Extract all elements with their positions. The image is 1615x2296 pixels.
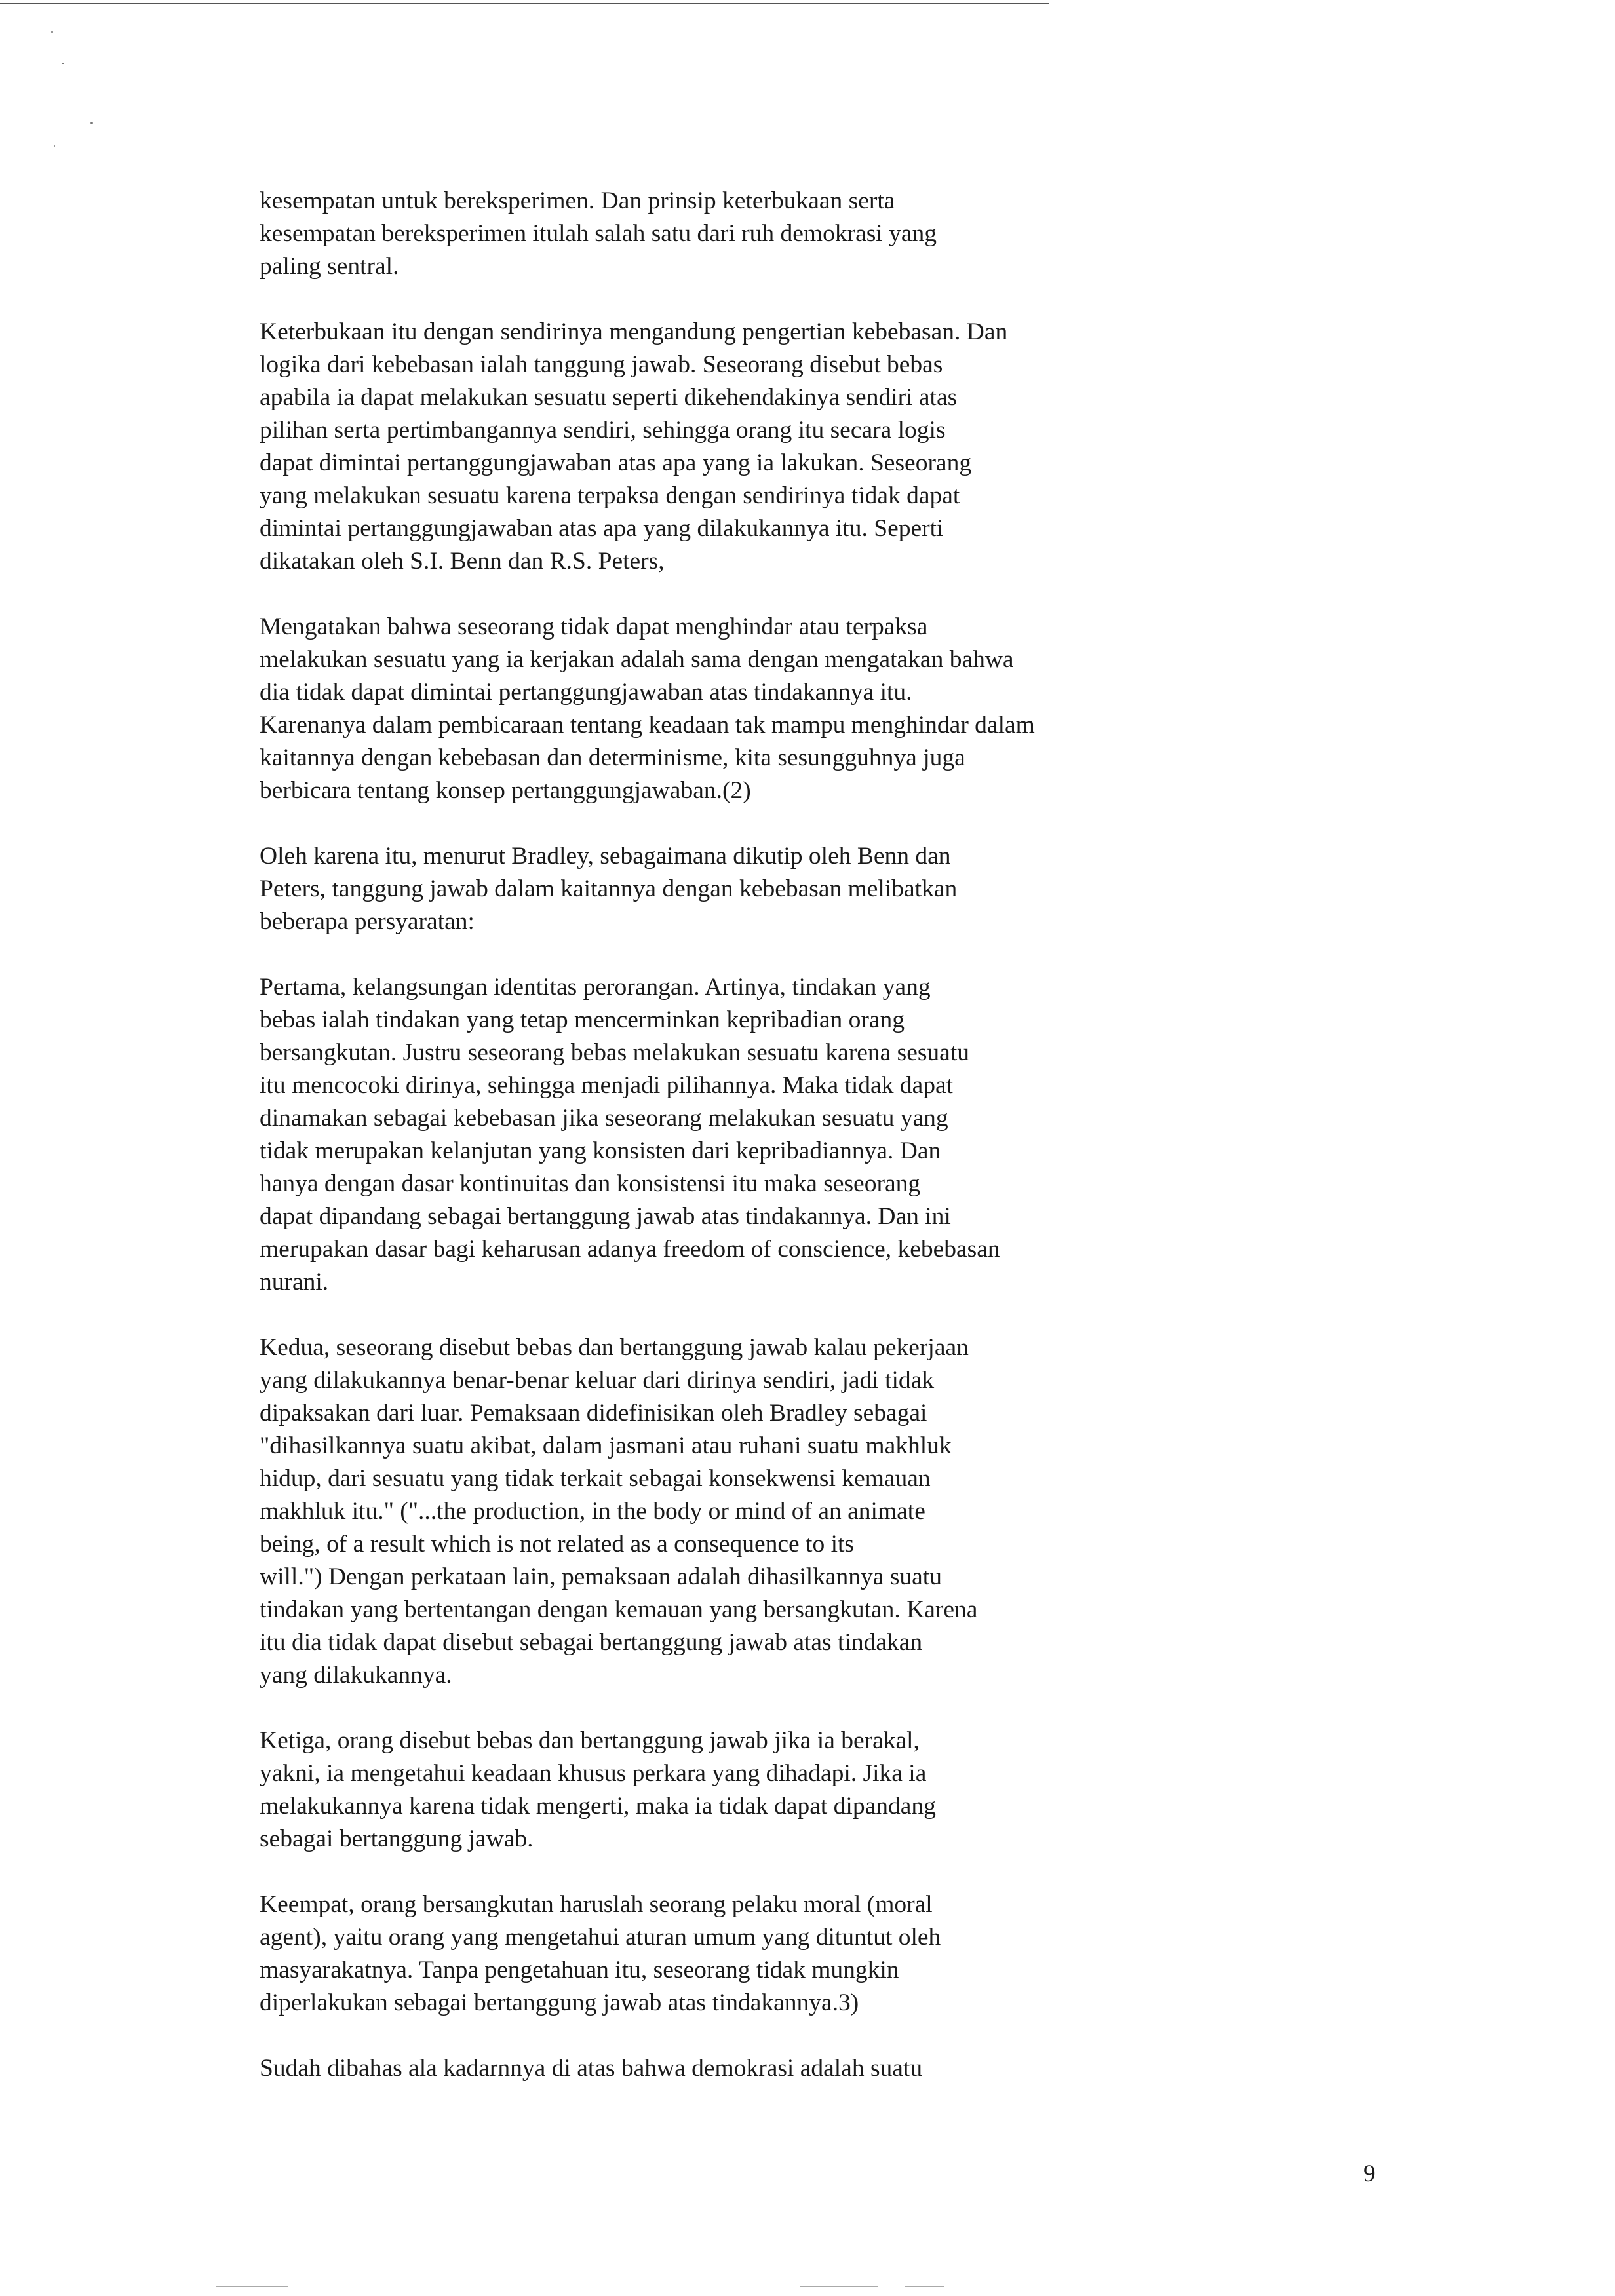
text-line: dinamakan sebagai kebebasan jika seseorang melakukan sesuatu yang <box>260 1105 948 1132</box>
text-line: Sudah dibahas ala kadarnnya di atas bahwa demokrasi adalah suatu <box>260 2055 923 2082</box>
text-line: melakukannya karena tidak mengerti, maka ia tidak dapat dipandang <box>260 1793 936 1820</box>
text-line: dipaksakan dari luar. Pemaksaan didefinisikan oleh Bradley sebagai <box>260 1400 927 1426</box>
text-line: Kedua, seseorang disebut bebas dan bertanggung jawab kalau pekerjaan <box>260 1334 969 1361</box>
page-number: 9 <box>1363 2160 1376 2187</box>
text-line: Ketiga, orang disebut bebas dan bertanggung jawab jika ia berakal, <box>260 1727 920 1754</box>
text-line: Oleh karena itu, menurut Bradley, sebagaimana dikutip oleh Benn dan <box>260 843 951 870</box>
text-line: yang melakukan sesuatu karena terpaksa dengan sendirinya tidak dapat <box>260 482 960 509</box>
text-line: Keterbukaan itu dengan sendirinya mengandung pengertian kebebasan. Dan <box>260 318 1008 345</box>
text-line: dapat dimintai pertanggungjawaban atas apa yang ia lakukan. Seseorang <box>260 450 972 476</box>
text-line: hanya dengan dasar kontinuitas dan konsistensi itu maka seseorang <box>260 1170 921 1197</box>
text-line: masyarakatnya. Tanpa pengetahuan itu, seseorang tidak mungkin <box>260 1957 899 1983</box>
text-line: tindakan yang bertentangan dengan kemauan yang bersangkutan. Karena <box>260 1596 978 1623</box>
text-line: dia tidak dapat dimintai pertanggungjawaban atas tindakannya itu. <box>260 679 912 706</box>
text-line: sebagai bertanggung jawab. <box>260 1826 534 1852</box>
text-line: yang dilakukannya benar-benar keluar dari dirinya sendiri, jadi tidak <box>260 1367 935 1394</box>
paragraph <box>260 840 1151 938</box>
paragraph <box>260 185 1151 283</box>
paragraph <box>260 316 1151 578</box>
text-line: apabila ia dapat melakukan sesuatu seperti dikehendakinya sendiri atas <box>260 384 958 411</box>
scan-speck <box>90 122 93 124</box>
text-line: yakni, ia mengetahui keadaan khusus perkara yang dihadapi. Jika ia <box>260 1760 927 1787</box>
text-line: itu mencocoki dirinya, sehingga menjadi pilihannya. Maka tidak dapat <box>260 1072 954 1099</box>
text-line: will.") Dengan perkataan lain, pemaksaan adalah dihasilkannya suatu <box>260 1563 942 1590</box>
text-line: bebas ialah tindakan yang tetap mencerminkan kepribadian orang <box>260 1006 905 1033</box>
scan-noise <box>216 2286 288 2287</box>
text-line: kesempatan untuk bereksperimen. Dan prinsip keterbukaan serta <box>260 187 895 214</box>
text-line: "dihasilkannya suatu akibat, dalam jasmani atau ruhani suatu makhluk <box>260 1432 952 1459</box>
scan-noise <box>800 2286 878 2287</box>
text-line: dapat dipandang sebagai bertanggung jawab atas tindakannya. Dan ini <box>260 1203 951 1230</box>
text-line: logika dari kebebasan ialah tanggung jawab. Seseorang disebut bebas <box>260 351 943 378</box>
text-line: kaitannya dengan kebebasan dan determinisme, kita sesungguhnya juga <box>260 744 965 771</box>
text-line: Karenanya dalam pembicaraan tentang keadaan tak mampu menghindar dalam <box>260 712 1035 738</box>
text-line: yang dilakukannya. <box>260 1662 452 1689</box>
text-line: tidak merupakan kelanjutan yang konsisten dari kepribadiannya. Dan <box>260 1138 941 1164</box>
text-line: melakukan sesuatu yang ia kerjakan adalah sama dengan mengatakan bahwa <box>260 646 1014 673</box>
text-line: Mengatakan bahwa seseorang tidak dapat menghindar atau terpaksa <box>260 613 928 640</box>
text-line: beberapa persyaratan: <box>260 908 475 935</box>
text-line: nurani. <box>260 1269 329 1295</box>
paragraph <box>260 1725 1151 1856</box>
paragraph <box>260 1888 1151 2019</box>
paragraph <box>260 971 1151 1299</box>
document-body <box>260 185 1151 2118</box>
text-line: hidup, dari sesuatu yang tidak terkait sebagai konsekwensi kemauan <box>260 1465 931 1492</box>
scan-speck <box>62 63 64 64</box>
text-line: Pertama, kelangsungan identitas perorangan. Artinya, tindakan yang <box>260 974 931 1001</box>
text-line: being, of a result which is not related as a consequence to its <box>260 1531 855 1558</box>
text-line: diperlakukan sebagai bertanggung jawab atas tindakannya.3) <box>260 1989 859 2016</box>
text-line: Peters, tanggung jawab dalam kaitannya dengan kebebasan melibatkan <box>260 875 958 902</box>
block-quote <box>260 611 1151 807</box>
text-line: Keempat, orang bersangkutan haruslah seorang pelaku moral (moral <box>260 1891 933 1918</box>
scan-speck <box>51 31 53 33</box>
text-line: agent), yaitu orang yang mengetahui aturan umum yang dituntut oleh <box>260 1924 941 1951</box>
scan-edge-line <box>0 3 1049 4</box>
text-line: dimintai pertanggungjawaban atas apa yang dilakukannya itu. Seperti <box>260 515 944 542</box>
text-line: dikatakan oleh S.I. Benn dan R.S. Peters, <box>260 548 665 575</box>
text-line: merupakan dasar bagi keharusan adanya freedom of conscience, kebebasan <box>260 1236 1000 1263</box>
paragraph <box>260 2052 1151 2085</box>
text-line: berbicara tentang konsep pertanggungjawaban.(2) <box>260 777 751 804</box>
text-line: kesempatan bereksperimen itulah salah satu dari ruh demokrasi yang <box>260 220 937 247</box>
paragraph <box>260 1331 1151 1692</box>
text-line: makhluk itu." ("...the production, in the body or mind of an animate <box>260 1498 925 1525</box>
scan-noise <box>905 2286 944 2287</box>
text-line: itu dia tidak dapat disebut sebagai bertanggung jawab atas tindakan <box>260 1629 923 1656</box>
text-line: paling sentral. <box>260 253 399 280</box>
scan-speck <box>54 145 55 147</box>
text-line: bersangkutan. Justru seseorang bebas melakukan sesuatu karena sesuatu <box>260 1039 969 1066</box>
text-line: pilihan serta pertimbangannya sendiri, sehingga orang itu secara logis <box>260 417 946 444</box>
